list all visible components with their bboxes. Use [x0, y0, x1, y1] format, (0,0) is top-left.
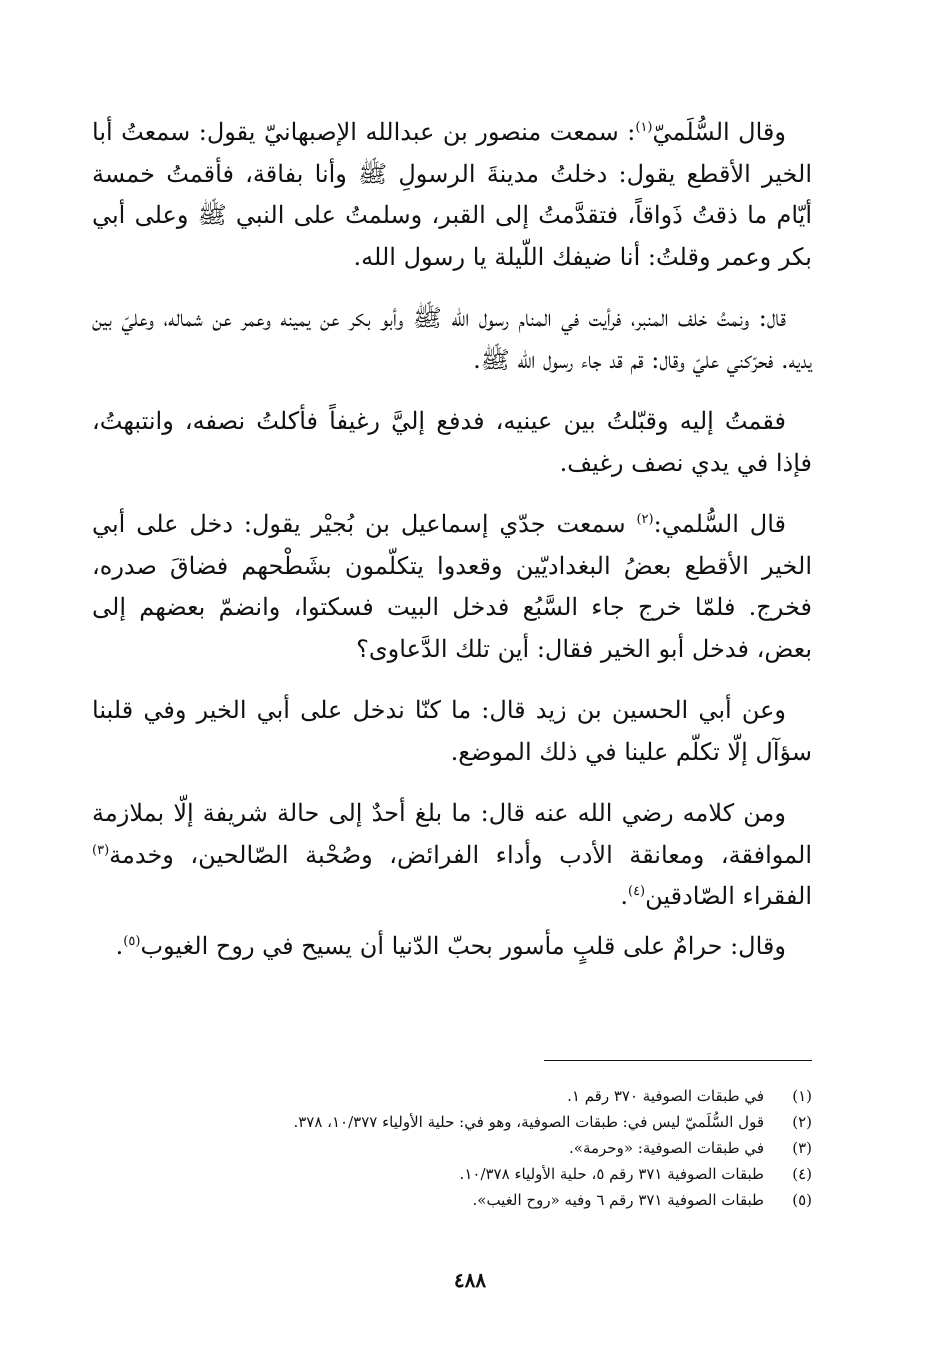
footnote-item: [92, 1135, 812, 1161]
paragraph-text: .: [115, 931, 124, 960]
footnote-number: (٤): [792, 1165, 812, 1183]
footnote-separator: [544, 1060, 812, 1061]
footnote-number: (٣): [792, 1139, 812, 1157]
paragraph-text: : سمعت منصور بن عبدالله الإصبهانيّ يقول: سمعتُ أبا الخير الأقطع يقول: دخلتُ مدينةَ الرسولِ ﷺ وأنا بفاقة، فأقمتُ خمسة أيّام ما ذقتُ ذَواقاً، فتقدَّمتُ إلى القبر، وسلمتُ على النبي ﷺ وعلى أبي بكر وعمر وقلتُ: أنا ضيفك اللّيلة يا رسول الله.: [92, 118, 812, 271]
footnote-number: (٥): [792, 1191, 812, 1209]
paragraph-4: [92, 504, 812, 670]
footnote-text: طبقات الصوفية ٣٧١ رقم ٥، حلية الأولياء ١٠/٣٧٨.: [459, 1165, 764, 1183]
paragraph-2: [92, 298, 812, 381]
footnotes: [92, 1083, 812, 1213]
paragraph-text: ومن كلامه رضي الله عنه قال: ما بلغ أحدٌ إلى حالة شريفة إلّا بملازمة الموافقة، ومعانقة الأدب وأداء الفرائض، وصُحْبة الصّالحين، وخدمة: [92, 799, 812, 869]
footnote-marker: (٢): [636, 512, 654, 527]
footnote-item: [92, 1109, 812, 1135]
paragraph-text: سمعت جدّي إسماعيل بن بُجيْر يقول: دخل على أبي الخير الأقطع بعضُ البغداديّين وقعدوا يتكلّمون بشَطْحهم فضاقَ صدره، فخرج. فلمّا خرج جاء السَّبُع فدخل البيت فسكتوا، وانضمّ بعضهم إلى بعض، فدخل أبو الخير فقال: أين تلك الدَّعاوى؟: [92, 510, 812, 663]
paragraph-text: فقمتُ إليه وقبّلتُ بين عينيه، فدفع إليَّ رغيفاً فأكلتُ نصفه، وانتبهتُ، فإذا في يدي نصف رغيف.: [92, 407, 812, 477]
paragraph-text: قال السُّلمي:: [653, 510, 786, 538]
paragraph-5: [92, 690, 812, 773]
footnote-number: (١): [792, 1087, 812, 1105]
paragraph-text: وقال السُّلَميّ: [652, 118, 786, 146]
paragraph-text: .: [620, 882, 628, 910]
footnote-marker: (٥): [123, 933, 141, 949]
paragraph-1: [92, 112, 812, 278]
paragraph-3: [92, 401, 812, 484]
footnote-item: [92, 1187, 812, 1213]
footnote-item: [92, 1161, 812, 1187]
paragraph-6: [92, 793, 812, 918]
page-number: ٤٨٨: [453, 1268, 487, 1292]
paragraph-text: وقال: حرامٌ على قلبٍ مأسور بحبّ الدّنيا أن يسيح في روح الغيوب: [140, 931, 786, 960]
paragraph-text: وعن أبي الحسين بن زيد قال: ما كنّا ندخل على أبي الخير وفي قلبنا سؤآل إلّا تكلّم علينا في ذلك الموضع.: [92, 696, 812, 766]
footnote-text: في طبقات الصوفية ٣٧٠ رقم ١.: [567, 1087, 764, 1105]
footnote-number: (٢): [792, 1113, 812, 1131]
paragraph-7: [92, 926, 812, 968]
footnote-marker: (٤): [627, 884, 646, 899]
footnote-marker: (١): [635, 120, 653, 135]
footnote-marker: (٣): [92, 842, 110, 858]
paragraph-text: قال: ونمتُ خلف المنبر، فرأيت في المنام رسول الله ﷺ وأبو بكر عن يمينه وعمر عن شماله، وعليّ بين يديه. فحرّكني عليّ وقال: قم قد جاء رسول الله ﷺ.: [92, 304, 812, 374]
paragraph-text: الفقراء الصّادقين: [645, 882, 812, 910]
footnote-text: في طبقات الصوفية: «وحرمة».: [569, 1139, 764, 1157]
footnote-text: طبقات الصوفية ٣٧١ رقم ٦ وفيه «روح الغيب».: [472, 1191, 764, 1209]
footnote-text: قول السُّلَميّ ليس في: طبقات الصوفية، وهو في: حلية الأولياء ١٠/٣٧٧، ٣٧٨.: [293, 1113, 764, 1131]
footnote-item: [92, 1083, 812, 1109]
